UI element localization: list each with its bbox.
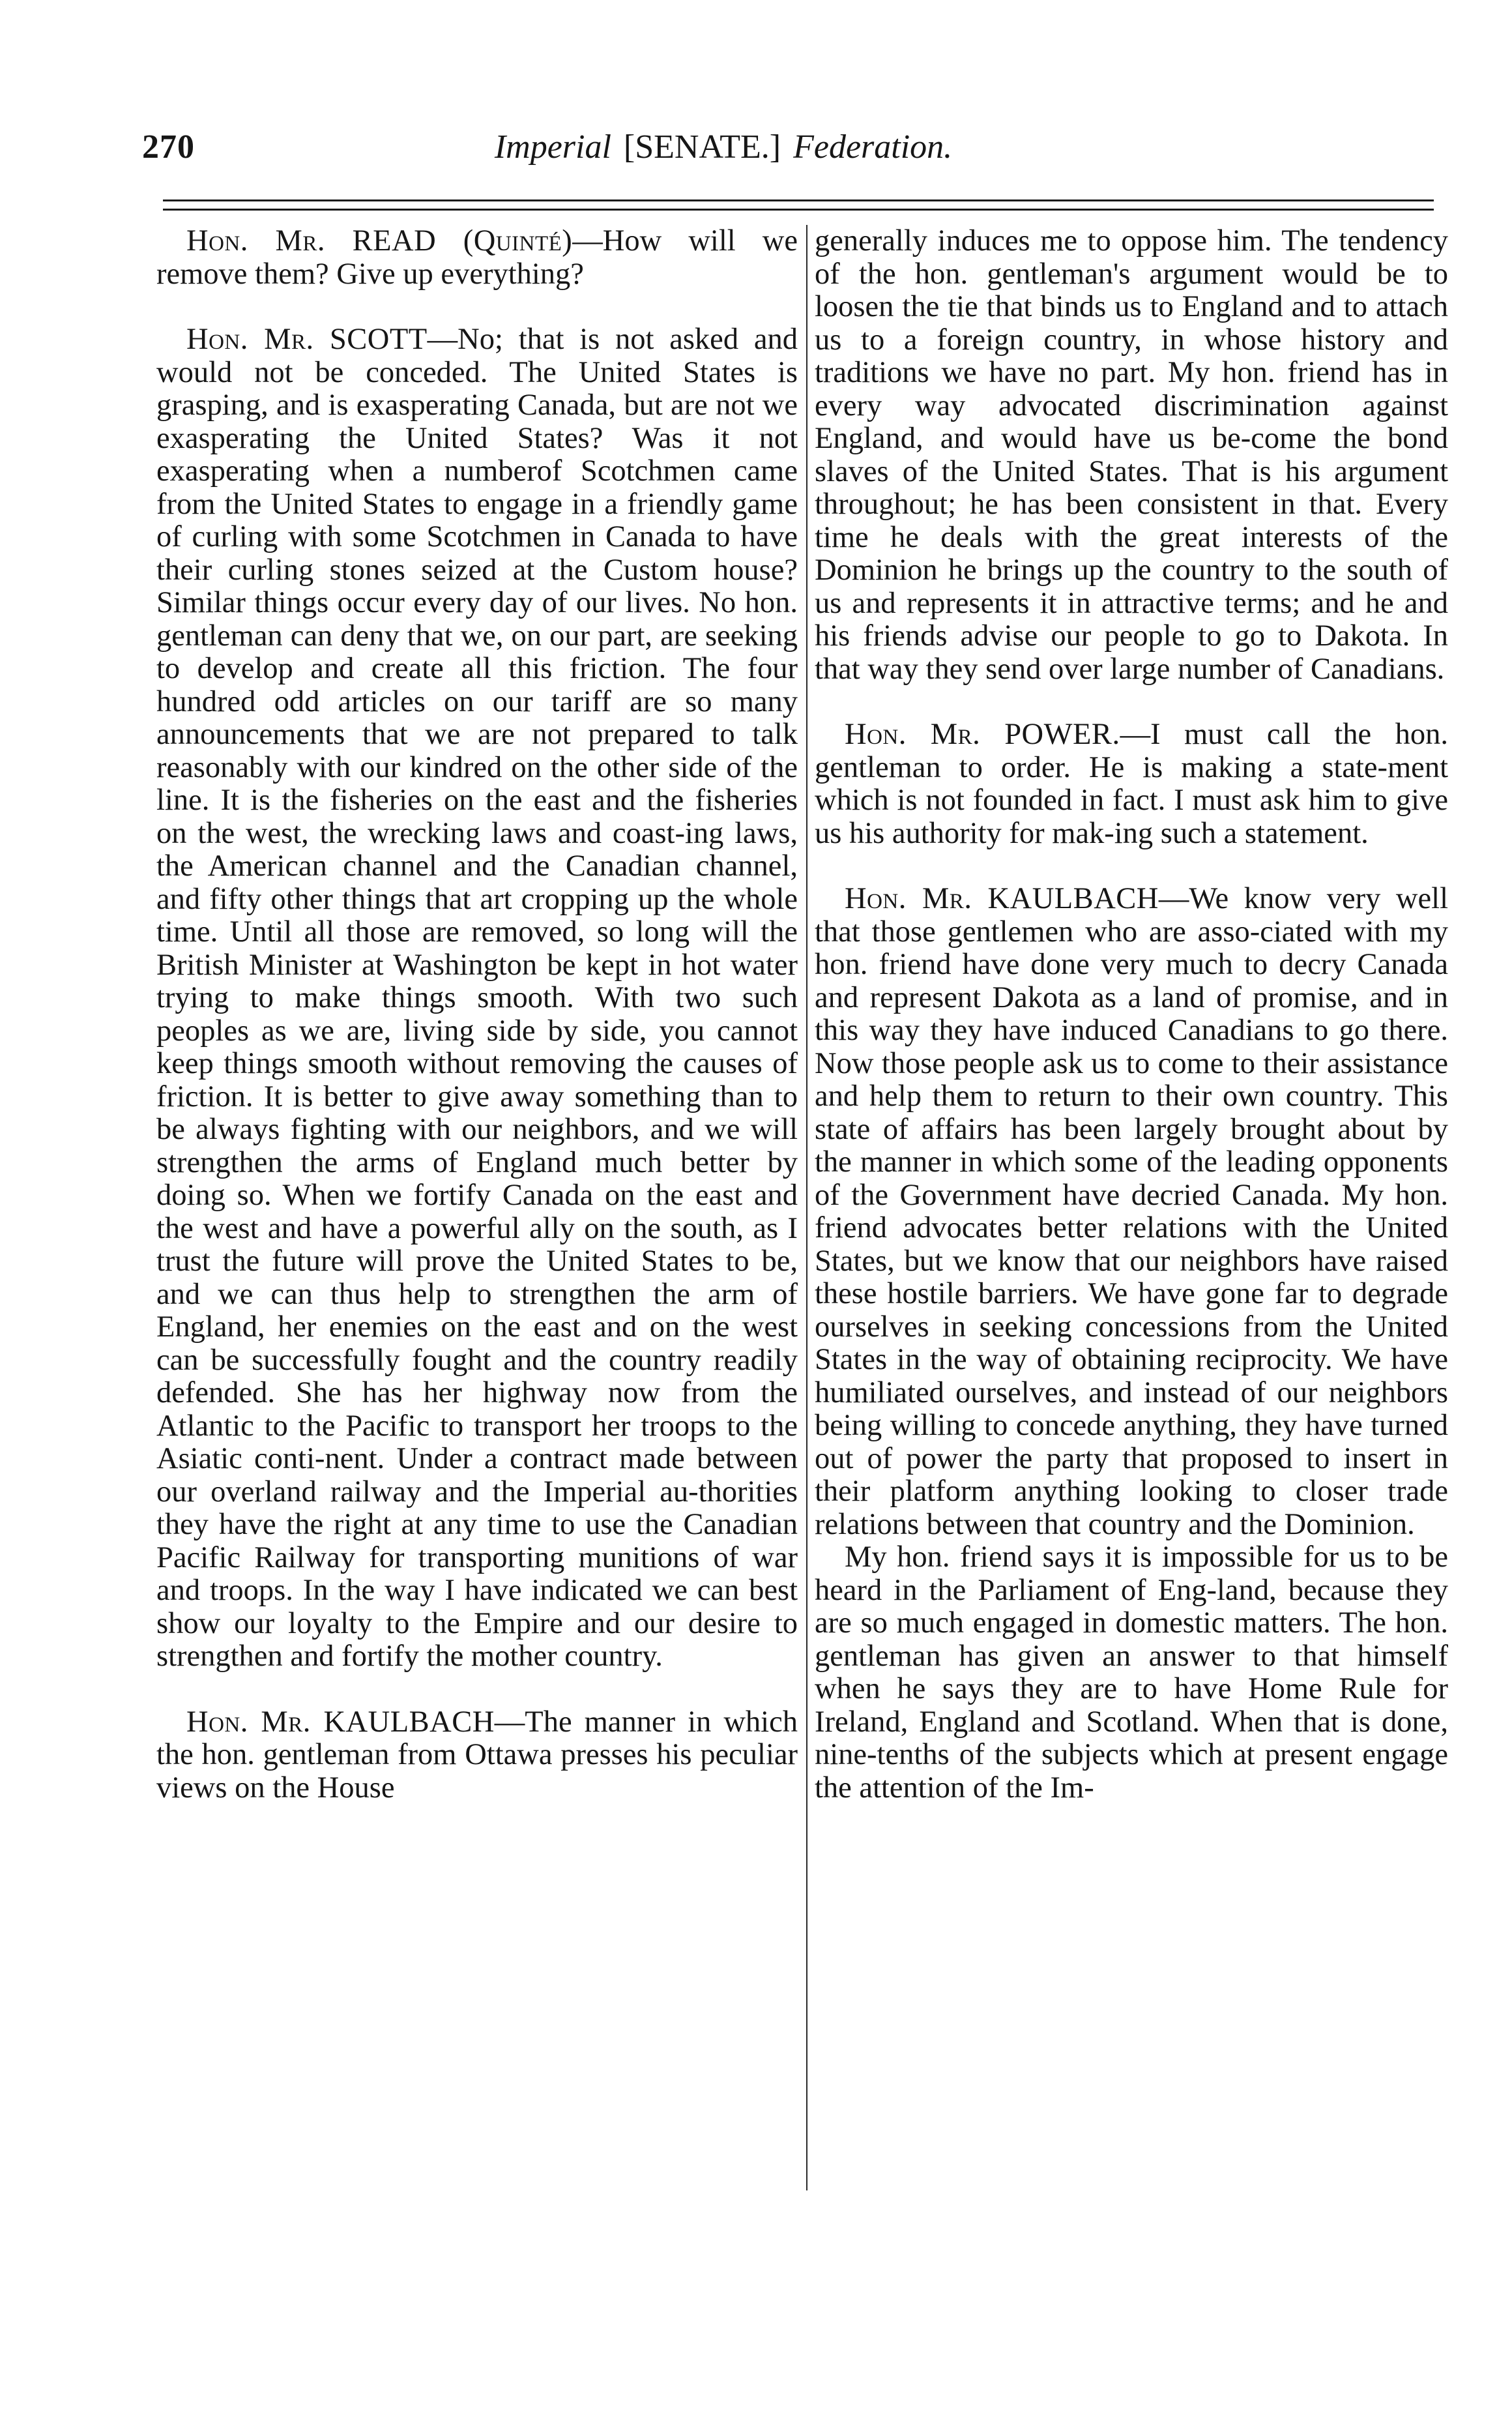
paragraph (815, 225, 1448, 686)
speech-text: —How will we remove them? Give up everything? (156, 224, 798, 291)
speech-text: —I must call the hon. gentleman to order. He is making a state-ment which is not founded in fact. I must ask him to give us his authority for mak-ing such a statement. (815, 718, 1448, 850)
column-divider (806, 225, 807, 2190)
speaker-name: Hon. Mr. KAULBACH (845, 882, 1159, 915)
paragraph (156, 323, 798, 1673)
speech-text: —The manner in which the hon. gentleman from Ottawa presses his peculiar views on the House (156, 1705, 798, 1805)
paragraph (815, 718, 1448, 850)
speaker-name: Hon. Mr. KAULBACH (186, 1705, 495, 1739)
paragraph (815, 1541, 1448, 1805)
paragraph (815, 883, 1448, 1541)
running-head-right: Federation. (793, 128, 953, 166)
speech-text: My hon. friend says it is impossible for us to be heard in the Parliament of Eng-land, because they are so much engaged in domestic matters. The hon. gentleman has given an answer to that himself when he says they are to have Home Rule for Ireland, England and Scotland. When that is done, nine-tenths of the subjects which at present engage the attention of the Im- (815, 1540, 1448, 1805)
right-column (815, 225, 1448, 1805)
running-head (261, 128, 1186, 166)
speaker-name: Hon. Mr. SCOTT (186, 323, 428, 356)
header-rule-top (163, 199, 1434, 201)
header-rule-bottom (163, 209, 1434, 211)
speech-text: generally induces me to oppose him. The tendency of the hon. gentleman's argument would be to loosen the tie that binds us to England and to attach us to a foreign country, in whose history and traditions we have no part. My hon. friend has in every way advocated discrimination against England, and would have us be-come the bond slaves of the United States. That is his argument throughout; he has been consistent in that. Every time he deals with the great interests of the Dominion he brings up the country to the south of us and represents it in attractive terms; and he and his friends advise our people to go to Dakota. In that way they send over large number of Canadians. (815, 224, 1448, 686)
speaker-name: Hon. Mr. POWER. (845, 718, 1120, 751)
speech-text: —No; that is not asked and would not be conceded. The United States is grasping, and is exasperating Canada, but are not we exasperating the United States? Was it not exasperating when a numberof Scotchmen came from the United States to engage in a friendly game of curling with some Scotchmen in Canada to have their curling stones seized at the Custom house? Similar things occur every day of our lives. No hon. gentleman can deny that we, on our part, are seeking to develop and create all this friction. The four hundred odd articles on our tariff are so many announcements that we are not prepared to talk reasonably with our kindred on the other side of the line. It is the fisheries on the east and the fisheries on the west, the wrecking laws and coast-ing laws, the American channel and the Canadian channel, and fifty other things that art cropping up the whole time. Until all those are removed, so long will the British Minister at Washington be kept in hot water trying to make things smooth. With two such peoples as we are, living side by side, you cannot keep things smooth without removing the causes of friction. It is better to give away something than to be always fighting with our neighbors, and we will strengthen the arms of England much better by doing so. When we fortify Canada on the east and the west and have a powerful ally on the south, as I trust the future will prove the United States to be, and we can thus help to strengthen the arm of England, her enemies on the east and on the west can be successfully fought and the country readily defended. She has her highway now from the Atlantic to the Pacific to transport her troops to the Asiatic conti-nent. Under a contract made between our overland railway and the Imperial au-thorities they have the right at any time to use the Canadian Pacific Railway for transporting munitions of war and troops. In the way I have indicated we can best show our loyalty to the Empire and our desire to strengthen and fortify the mother country. (156, 323, 798, 1673)
left-column (156, 225, 798, 1805)
speech-text: —We know very well that those gentlemen who are asso-ciated with my hon. friend have done very much to decry Canada and represent Dakota as a land of promise, and in this way they have induced Canadians to go there. Now those people ask us to come to their assistance and help them to return to their own country. This state of affairs has been largely brought about by the manner in which some of the leading opponents of the Government have decried Canada. My hon. friend advocates better relations with the United States, but we know that our neighbors have raised these hostile barriers. We have gone far to degrade ourselves in seeking concessions from the United States in the way of obtaining reciprocity. We have humiliated ourselves, and instead of our neighbors being willing to concede anything, they have turned out of power the party that proposed to insert in their platform anything looking to closer trade relations between that country and the Dominion. (815, 882, 1448, 1541)
running-head-middle: [SENATE.] (623, 128, 781, 166)
speaker-name: Hon. Mr. READ (Quinté) (186, 224, 573, 258)
page-number: 270 (142, 128, 195, 166)
running-head-left: Imperial (494, 128, 611, 166)
paragraph (156, 225, 798, 291)
paragraph (156, 1706, 798, 1805)
